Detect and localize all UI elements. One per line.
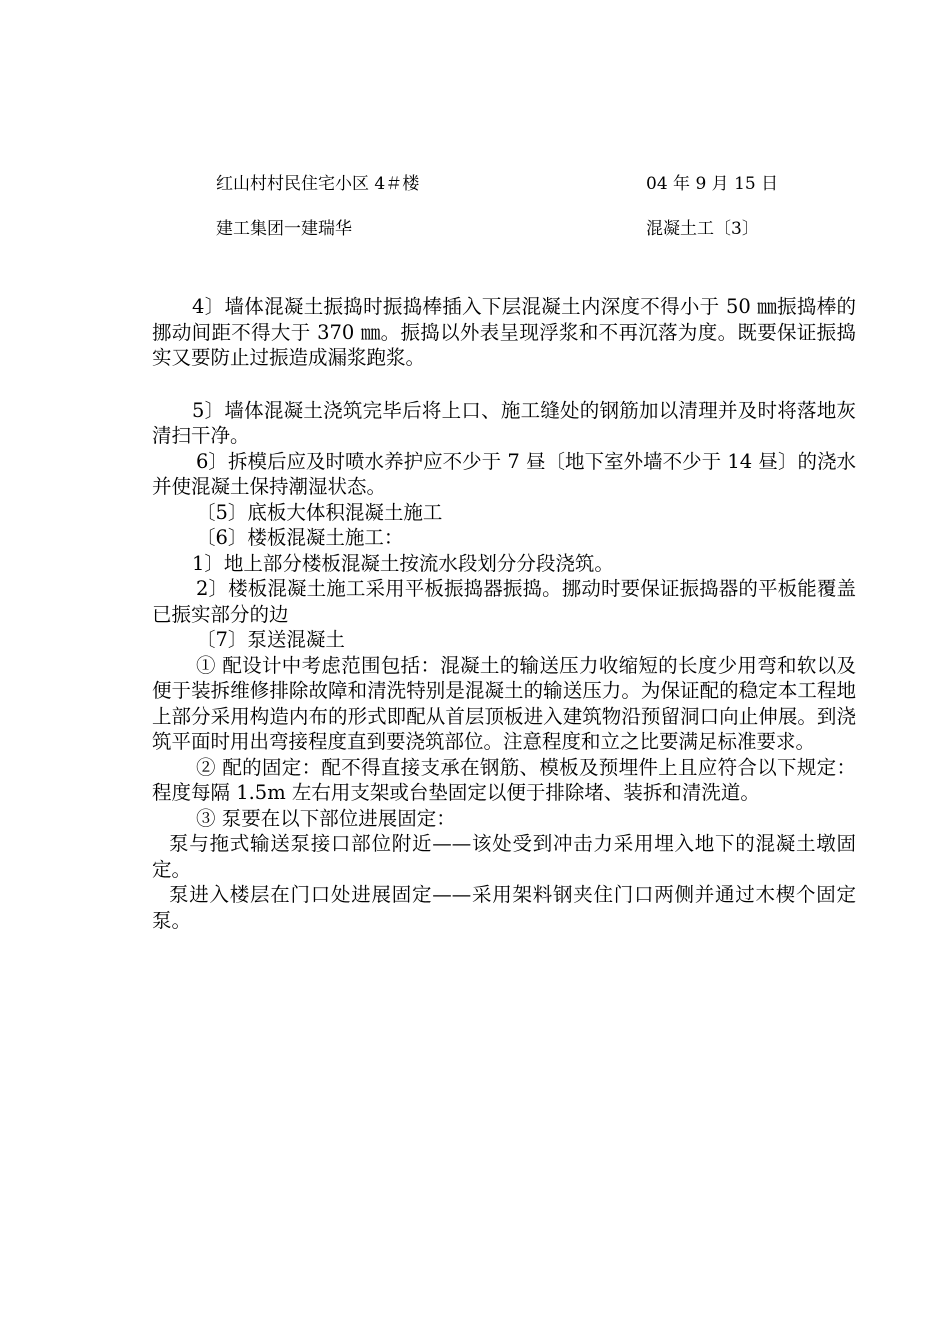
paragraph-pump-fixing-points: ③ 泵要在以下部位进展固定： — [196, 806, 456, 830]
heading-pumped-concrete: 〔7〕泵送混凝土 — [196, 628, 345, 651]
paragraph-pipe-design: ① 配设计中考虑范围包括：混凝土的输送压力收缩短的长度少用弯和软以及便于装拆维修排除故障和清洗特别是混凝土的输送压力。为保证配的稳定本工程地上部分采用构造内布的形式即配从首层顶板进入建筑物沿预留洞口向止伸展。到浇筑平面时用出弯接程度直到要浇筑部位。注意程度和立之比要满足标准要求。 — [152, 653, 856, 753]
paragraph-slab-segments: 1〕地上部分楼板混凝土按流水段划分分段浇筑。 — [192, 551, 614, 575]
paragraph-floor-entry: 泵进入楼层在门口处进展固定——采用架料钢夹住门口两侧并通过木楔个固定泵。 — [152, 883, 856, 932]
company-name: 建工集团一建瑞华 — [216, 219, 352, 239]
paragraph-wall-cleanup: 5〕墙体混凝土浇筑完毕后将上口、施工缝处的钢筋加以清理并及时将落地灰清扫干净。 — [152, 398, 856, 447]
paragraph-wall-vibration: 4〕墙体混凝土振捣时振捣棒插入下层混凝土内深度不得小于 50 ㎜振捣棒的挪动间距不得大于 370 ㎜。振捣以外表呈现浮浆和不再沉落为度。既要保证振捣实又要防止过振造成漏浆跑浆。 — [152, 295, 856, 369]
paragraph-pump-interface: 泵与拖式输送泵接口部位附近——该处受到冲击力采用埋入地下的混凝土墩固定。 — [152, 832, 856, 881]
project-name: 红山村村民住宅小区 4＃楼 — [216, 174, 420, 194]
heading-mass-concrete: 〔5〕底板大体积混凝土施工 — [196, 500, 443, 524]
document-body — [152, 0, 856, 933]
paragraph-slab-vibrator: 2〕楼板混凝土施工采用平板振捣器振捣。挪动时要保证振捣器的平板能覆盖已振实部分的边 — [152, 577, 856, 626]
section-title: 混凝土工〔3〕 — [646, 219, 759, 239]
document-date: 04 年 9 月 15 日 — [646, 174, 779, 194]
paragraph-curing: 6〕拆模后应及时喷水养护应不少于 7 昼〔地下室外墙不少于 14 昼〕的浇水并使混凝土保持潮湿状态。 — [152, 449, 856, 498]
heading-slab-concrete: 〔6〕楼板混凝土施工： — [196, 526, 404, 549]
paragraph-pipe-fixing: ② 配的固定：配不得直接支承在钢筋、模板及预埋件上且应符合以下规定：程度每隔 1.5m 左右用支架或台垫固定以便于排除堵、装拆和清洗道。 — [152, 755, 856, 804]
